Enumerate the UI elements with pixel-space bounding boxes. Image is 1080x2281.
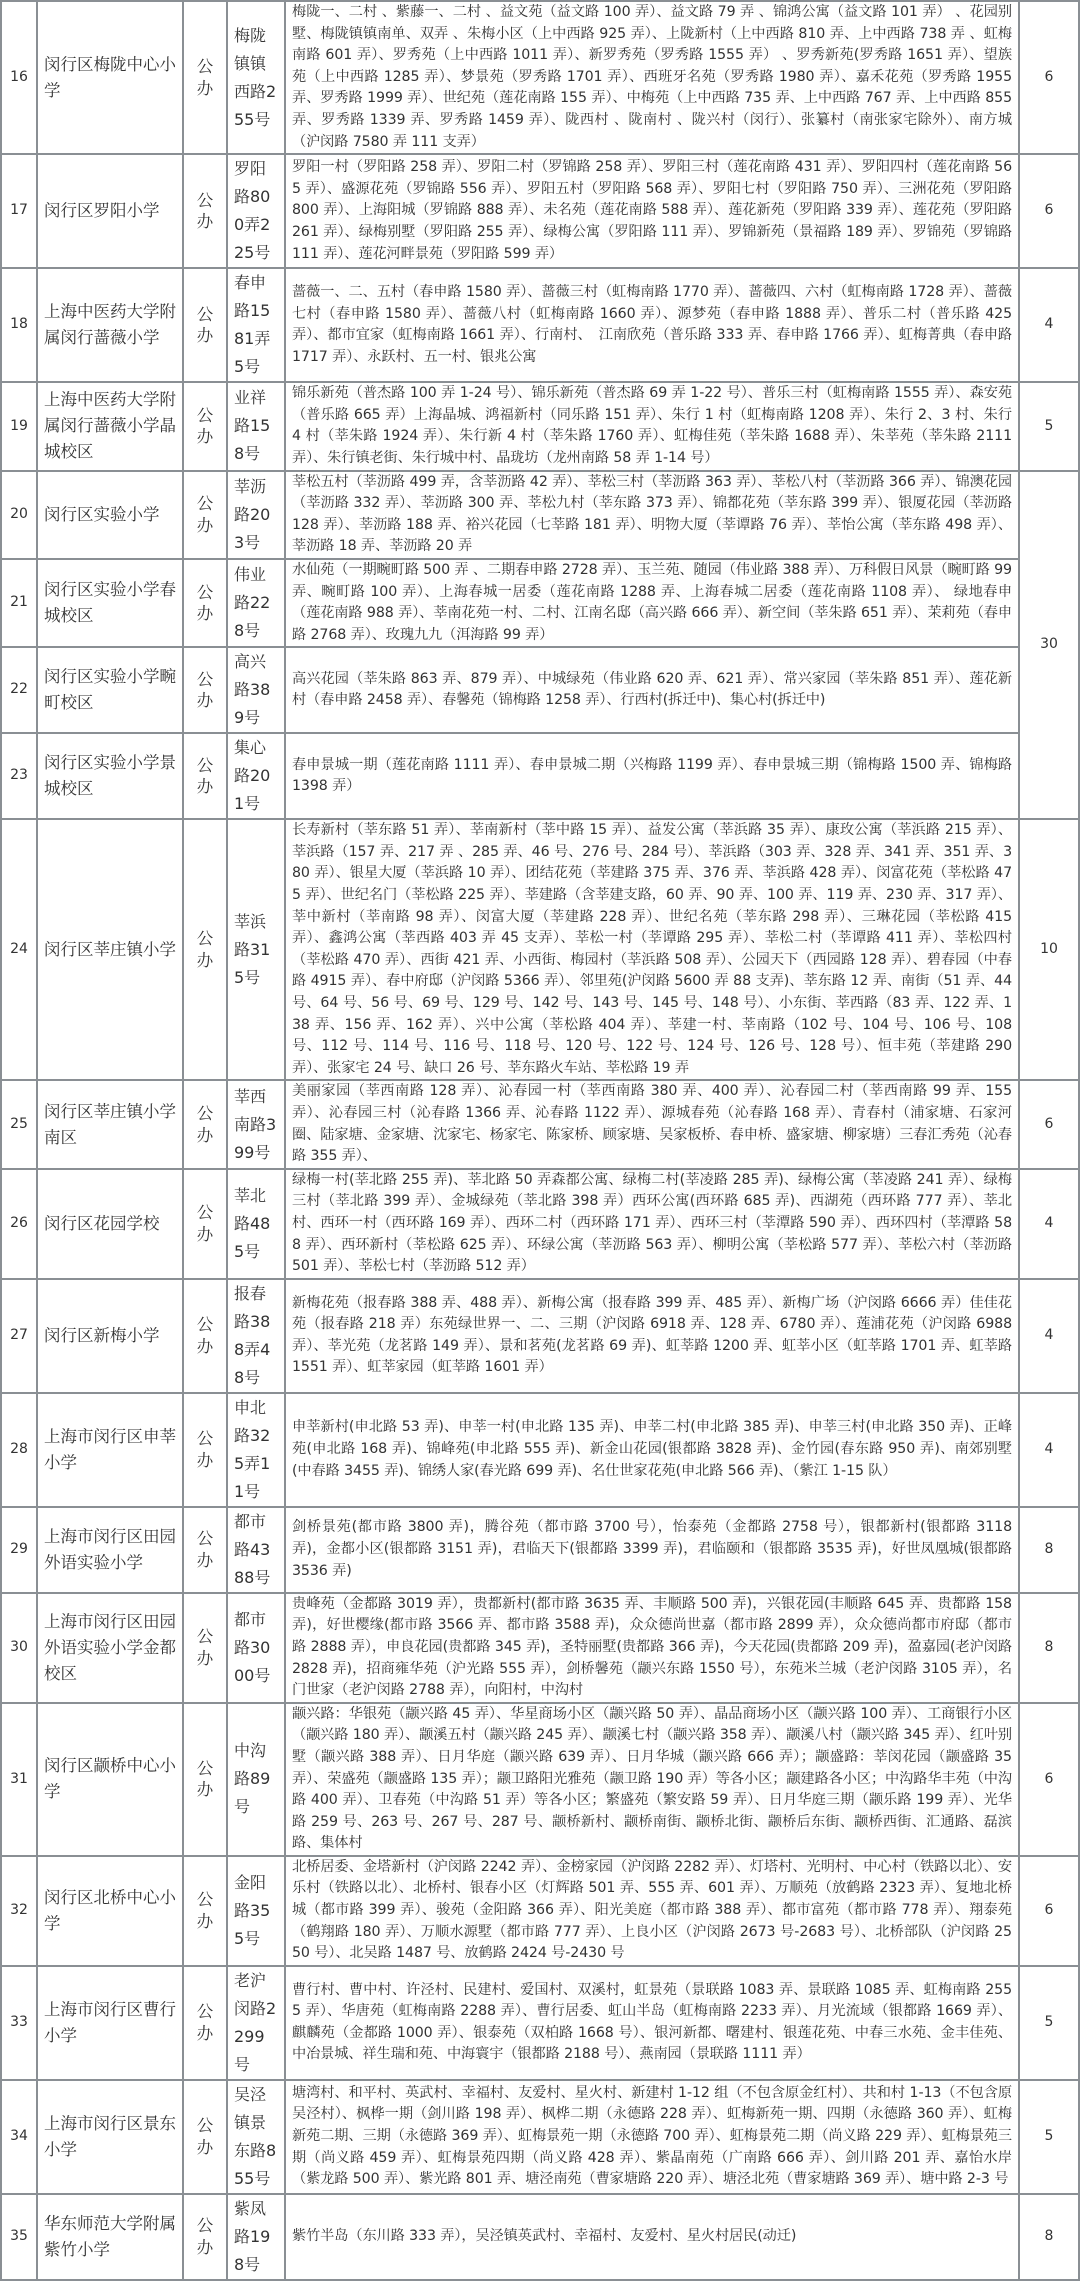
school-address: 都市路3000号 xyxy=(227,1593,285,1703)
table-row xyxy=(1,382,1079,470)
school-address: 伟业路228号 xyxy=(227,559,285,647)
school-type: 公办 xyxy=(183,1279,227,1393)
row-number: 22 xyxy=(1,647,37,733)
enrollment-areas: 曹行村、曹中村、许泾村、民建村、爱国村、双溪村，虹景苑（景联路 1083 弄、景联路 1085 弄、虹梅南路 2555 弄）、华唐苑（虹梅南路 2288 弄）、曹行居委、虹山半岛（虹梅南路 2233 弄）、月光流域（银都路 1669 弄）、麒麟苑（金都路 1000 弄）、银泰苑（双柏路 1668 号）、银河新都、曙建村、银莲花苑、中春三水苑、金丰佳苑、中冶景城、祥生瑞和苑、中海寰宇（银都路 2188 号）、燕南园（景联路 1111 弄） xyxy=(285,1966,1019,2080)
school-name: 闵行区实验小学春城校区 xyxy=(37,559,183,647)
school-type: 公办 xyxy=(183,1169,227,1279)
table-row xyxy=(1,2194,1079,2280)
enrollment-areas: 锦乐新苑（普杰路 100 弄 1-24 号）、锦乐新苑（普杰路 69 弄 1-22 号）、普乐三村（虹梅南路 1555 弄）、森安苑（普乐路 665 弄）上海晶城、鸿福新村（同乐路 151 弄）、朱行 1 村（虹梅南路 1208 弄）、朱行 2、3 村、朱行 4 村（莘朱路 1924 弄）、朱行新 4 村（莘朱路 1760 弄）、虹梅佳苑（莘朱路 1688 弄）、朱莘苑（莘朱路 2111 弄）、朱行镇老街、朱行城中村、晶珑坊（龙州南路 58 弄 1-14 号） xyxy=(285,382,1019,470)
row-number: 28 xyxy=(1,1393,37,1507)
school-name: 闵行区北桥中心小学 xyxy=(37,1856,183,1966)
class-count: 8 xyxy=(1019,1593,1079,1703)
table-row xyxy=(1,1856,1079,1966)
school-address: 莘浜路315号 xyxy=(227,819,285,1080)
enrollment-areas: 申莘新村(申北路 53 弄)、申莘一村(申北路 135 弄)、申莘二村(申北路 385 弄)、申莘三村(申北路 350 弄)、正峰苑(申北路 168 弄)、锦峰苑(申北路 555 弄)、新金山花园(银都路 3828 弄)、金竹园(春东路 950 弄)、南郊别墅(中春路 3455 弄)、锦绣人家(春光路 699 弄)、名仕世家花苑(申北路 566 弄)、（紫江 1-15 队） xyxy=(285,1393,1019,1507)
school-address: 紫凤路198号 xyxy=(227,2194,285,2280)
row-number: 33 xyxy=(1,1966,37,2080)
school-address: 莘沥路203号 xyxy=(227,471,285,559)
class-count: 5 xyxy=(1019,2080,1079,2194)
table-row xyxy=(1,559,1079,647)
enrollment-areas: 北桥居委、金塔新村（沪闵路 2242 弄）、金榜家园（沪闵路 2282 弄）、灯塔村、光明村、中心村（铁路以北）、安乐村（铁路以北）、北桥村、银春小区（灯辉路 501 弄、555 弄、601 弄）、万顺苑（放鹤路 2323 弄）、复地北桥城（都市路 399 弄）、骏苑（金阳路 366 弄）、阳光美庭（都市路 388 弄）、都市富苑（都市路 778 弄）、翔泰苑（鹤翔路 180 弄）、万顺水源墅（都市路 777 弄）、上良小区（沪闵路 2673 号-2683 号）、北桥部队（沪闵路 2550 号）、北吴路 1487 号、放鹤路 2424 号-2430 号 xyxy=(285,1856,1019,1966)
school-address: 业祥路158号 xyxy=(227,382,285,470)
school-name: 闵行区花园学校 xyxy=(37,1169,183,1279)
table-row xyxy=(1,647,1079,733)
school-type: 公办 xyxy=(183,559,227,647)
class-count: 6 xyxy=(1019,1703,1079,1856)
table-row xyxy=(1,2080,1079,2194)
table-row xyxy=(1,733,1079,819)
table-row xyxy=(1,1703,1079,1856)
school-address: 申北路325弄11号 xyxy=(227,1393,285,1507)
school-type: 公办 xyxy=(183,1593,227,1703)
school-type: 公办 xyxy=(183,1,227,154)
enrollment-areas: 水仙苑（一期畹町路 500 弄 、二期春申路 2728 弄）、玉兰苑、随园（伟业路 388 弄）、万科假日风景（畹町路 99 弄、畹町路 100 弄）、上海春城一居委（莲花南路 1288 弄、上海春城二居委（莲花南路 1108 弄）、 绿地春申（莲花南路 988 弄）、莘南花苑一村、二村、江南名邸（高兴路 666 弄）、新空间（莘朱路 651 弄）、茉莉苑（春申路 2768 弄）、玫瑰九九（洱海路 99 弄） xyxy=(285,559,1019,647)
enrollment-areas: 绿梅一村(莘北路 255 弄)、莘北路 50 弄森都公寓、绿梅二村(莘凌路 285 弄)、绿梅公寓（莘凌路 241 弄）、绿梅三村（莘北路 399 弄）、金城绿苑（莘北路 398 弄）西环公寓(西环路 685 弄)、西湖苑（西环路 777 弄）、莘北村、西环一村（西环路 169 弄）、西环二村（西环路 171 弄）、西环三村（莘潭路 590 弄）、西环四村（莘潭路 588 弄）、西环新村（莘松路 625 弄）、环绿公寓（莘沥路 563 弄）、柳明公寓（莘松路 577 弄）、莘松六村（莘沥路 501 弄）、莘松七村（莘沥路 512 弄） xyxy=(285,1169,1019,1279)
row-number: 16 xyxy=(1,1,37,154)
row-number: 17 xyxy=(1,154,37,268)
school-address: 高兴路389号 xyxy=(227,647,285,733)
school-type: 公办 xyxy=(183,382,227,470)
school-address: 集心路201号 xyxy=(227,733,285,819)
school-name: 华东师范大学附属紫竹小学 xyxy=(37,2194,183,2280)
table-row xyxy=(1,1169,1079,1279)
enrollment-areas: 梅陇一、二村 、紫藤一、二村 、益文苑（益文路 100 弄）、益文路 79 弄 、锦鸿公寓（益文路 101 弄） 、花园别墅、梅陇镇镇南单、双弄 、朱梅小区（上中西路 925 弄）、上陇新村（上中西路 810 弄、上中西路 738 弄 、虹梅南路 601 弄）、罗秀苑（上中西路 1011 弄）、新罗秀苑（罗秀路 1555 弄） 、罗秀新苑(罗秀路 1651 弄）、望族苑（上中西路 1285 弄）、梦景苑（罗秀路 1701 弄）、西班牙名苑（罗秀路 1980 弄）、嘉禾花苑（罗秀路 1955 弄、罗秀路 1999 弄）、世纪苑（莲花南路 155 弄）、中梅苑（上中西路 735 弄、上中西路 767 弄、上中西路 855 弄、罗秀路 1339 弄、罗秀路 1459 弄）、陇西村 、陇南村 、陇兴村（闵行）、张纂村（南张家宅除外）、南方城（沪闵路 7580 弄 111 支弄） xyxy=(285,1,1019,154)
school-name: 上海市闵行区景东小学 xyxy=(37,2080,183,2194)
table-row xyxy=(1,154,1079,268)
row-number: 23 xyxy=(1,733,37,819)
enrollment-areas: 长寿新村（莘东路 51 弄）、莘南新村（莘中路 15 弄）、益发公寓（莘浜路 35 弄）、康玫公寓（莘浜路 215 弄）、莘浜路（157 弄、217 弄 、285 弄、46 号、276 号、284 号）、莘浜路（303 弄、328 弄、341 弄、351 弄、380 弄）、银星大厦（莘浜路 10 弄）、团结花苑（莘建路 375 弄、376 弄、莘浜路 428 弄）、闵富花苑（莘松路 475 弄）、世纪名门（莘松路 225 弄）、莘建路（含莘建支路，60 弄、90 弄、100 弄、119 弄、230 弄、317 弄）、莘中新村（莘南路 98 弄）、闵富大厦（莘建路 228 弄）、世纪名苑（莘东路 298 弄）、三琳花园（莘松路 415 弄）、鑫鸿公寓（莘西路 403 弄 45 支弄）、莘松一村（莘谭路 295 弄）、莘松二村（莘谭路 411 弄）、莘松四村（莘松路 470 弄）、西街 421 弄、小西街、梅园村（莘浜路 508 弄）、公园天下（西园路 128 弄）、碧春园（中春路 4915 弄）、春中府邸（沪闵路 5366 弄）、邻里苑(沪闵路 5600 弄 88 支弄)、莘东路 12 弄、南街（51 弄、44 号、64 号、56 号、69 号、129 号、142 号、143 号、145 号、148 号）、小东街、莘西路（83 弄、122 弄、138 弄、156 弄、162 弄）、兴中公寓（莘松路 404 弄）、莘建一村、莘南路（102 号、104 号、106 号、108 号、112 号、114 号、116 号、118 号、120 号、122 号、124 号、126 号、128 号）、恒丰苑（莘建路 290 弄）、张家宅 24 号、缺口 26 号、莘东路火车站、莘松路 19 弄 xyxy=(285,819,1019,1080)
class-count: 8 xyxy=(1019,1507,1079,1593)
school-name: 闵行区实验小学 xyxy=(37,471,183,559)
school-address: 报春路388弄48号 xyxy=(227,1279,285,1393)
school-type: 公办 xyxy=(183,1856,227,1966)
school-type: 公办 xyxy=(183,2194,227,2280)
school-address: 老沪闵路2299号 xyxy=(227,1966,285,2080)
row-number: 19 xyxy=(1,382,37,470)
school-type: 公办 xyxy=(183,2080,227,2194)
row-number: 32 xyxy=(1,1856,37,1966)
school-name: 闵行区颛桥中心小学 xyxy=(37,1703,183,1856)
row-number: 34 xyxy=(1,2080,37,2194)
school-address: 莘西南路399号 xyxy=(227,1080,285,1168)
school-address: 莘北路485号 xyxy=(227,1169,285,1279)
school-type: 公办 xyxy=(183,471,227,559)
enrollment-areas: 新梅花苑（报春路 388 弄、488 弄）、新梅公寓（报春路 399 弄、485 弄）、新梅广场（沪闵路 6666 弄）佳佳花苑（报春路 218 弄）东苑绿世界一、二、三期（沪闵路 6918 弄、128 弄、6780 弄）、莲浦花苑（沪闵路 6988 弄）、莘光苑（龙茗路 149 弄）、景和茗苑(龙茗路 69 弄)、虹莘路 1200 弄、虹莘小区（虹莘路 1701 弄、虹莘路 1551 弄）、虹莘家园（虹莘路 1601 弄） xyxy=(285,1279,1019,1393)
table-row xyxy=(1,268,1079,382)
table-row xyxy=(1,471,1079,559)
class-count: 6 xyxy=(1019,1080,1079,1168)
table-row xyxy=(1,1966,1079,2080)
school-address: 春申路1581弄5号 xyxy=(227,268,285,382)
school-type: 公办 xyxy=(183,1966,227,2080)
school-address: 金阳路355号 xyxy=(227,1856,285,1966)
enrollment-areas: 塘湾村、和平村、英武村、幸福村、友爱村、星火村、新建村 1-12 组（不包含原金红村）、共和村 1-13（不包含原吴泾村）、枫桦一期（剑川路 198 弄）、枫桦二期（永德路 228 弄）、虹梅新苑一期、四期（永德路 360 弄）、虹梅新苑二期、三期（永德路 369 弄）、虹梅景苑一期（永德路 700 弄）、虹梅景苑二期（尚义路 229 弄）、虹梅景苑三期（尚义路 459 弄）、虹梅景苑四期（尚义路 428 弄）、紫晶南苑（广南路 666 弄）、剑川路 201 弄、嘉怡水岸（紫龙路 500 弄）、紫光路 801 弄、塘泾南苑（曹家塘路 220 弄）、塘泾北苑（曹家塘路 369 弄）、塘中路 2-3 号 xyxy=(285,2080,1019,2194)
school-name: 闵行区实验小学景城校区 xyxy=(37,733,183,819)
row-number: 31 xyxy=(1,1703,37,1856)
school-name: 上海中医药大学附属闵行蔷薇小学 xyxy=(37,268,183,382)
school-type: 公办 xyxy=(183,819,227,1080)
school-type: 公办 xyxy=(183,268,227,382)
class-count: 4 xyxy=(1019,268,1079,382)
school-name: 闵行区新梅小学 xyxy=(37,1279,183,1393)
class-count: 4 xyxy=(1019,1279,1079,1393)
school-address: 吴泾镇景东路855号 xyxy=(227,2080,285,2194)
table-row xyxy=(1,1,1079,154)
row-number: 21 xyxy=(1,559,37,647)
table-row xyxy=(1,819,1079,1080)
enrollment-areas: 高兴花园（莘朱路 863 弄、879 弄）、中城绿苑（伟业路 620 弄、621 弄）、常兴家园（莘朱路 851 弄）、莲花新村（春申路 2458 弄）、春馨苑（锦梅路 1258 弄）、行西村(拆迁中)、集心村(拆迁中) xyxy=(285,647,1019,733)
school-name: 上海市闵行区申莘小学 xyxy=(37,1393,183,1507)
enrollment-areas: 蔷薇一、二、五村（春申路 1580 弄）、蔷薇三村（虹梅南路 1770 弄）、蔷薇四、六村（虹梅南路 1728 弄）、蔷薇七村（春申路 1580 弄）、蔷薇八村（虹梅南路 1660 弄）、源梦苑（春申路 1888 弄）、普乐二村（普乐路 425 弄）、都市宜家（虹梅南路 1661 弄）、行南村、 江南欣苑（普乐路 333 弄、春申路 1766 弄）、虹梅菁典（春申路 1717 弄）、永跃村、五一村、银兆公寓 xyxy=(285,268,1019,382)
class-count: 4 xyxy=(1019,1169,1079,1279)
school-address: 梅陇镇镇西路255号 xyxy=(227,1,285,154)
table-row xyxy=(1,1279,1079,1393)
enrollment-areas: 紫竹半岛（东川路 333 弄），吴泾镇英武村、幸福村、友爱村、星火村居民(动迁) xyxy=(285,2194,1019,2280)
school-address: 中沟路89号 xyxy=(227,1703,285,1856)
school-name: 上海中医药大学附属闵行蔷薇小学晶城校区 xyxy=(37,382,183,470)
school-name: 闵行区莘庄镇小学南区 xyxy=(37,1080,183,1168)
school-type: 公办 xyxy=(183,154,227,268)
row-number: 18 xyxy=(1,268,37,382)
school-type: 公办 xyxy=(183,1703,227,1856)
enrollment-areas: 罗阳一村（罗阳路 258 弄）、罗阳二村（罗锦路 258 弄）、罗阳三村（莲花南路 431 弄）、罗阳四村（莲花南路 565 弄）、盛源花苑（罗锦路 556 弄）、罗阳五村（罗阳路 568 弄）、罗阳七村（罗阳路 750 弄）、三洲花苑（罗阳路 800 弄）、上海阳城（罗锦路 888 弄）、未名苑（莲花南路 588 弄）、莲花新苑（罗阳路 339 弄）、莲花苑（罗阳路 261 弄）、绿梅别墅（罗阳路 255 弄）、绿梅公寓（罗阳路 111 弄）、罗锦新苑（景福路 189 弄）、罗锦苑（罗锦路 111 弄）、莲花河畔景苑（罗阳路 599 弄） xyxy=(285,154,1019,268)
school-name: 闵行区莘庄镇小学 xyxy=(37,819,183,1080)
school-type: 公办 xyxy=(183,733,227,819)
enrollment-areas: 美丽家园（莘西南路 128 弄）、沁春园一村（莘西南路 380 弄、400 弄）、沁春园二村（莘西南路 99 弄、155 弄）、沁春园三村（沁春路 1366 弄、沁春路 1122 弄）、源城春苑（沁春路 168 弄）、青春村（浦家塘、石家河圈、陆家塘、金家塘、沈家宅、杨家宅、陈家桥、顾家塘、吴家板桥、春申桥、盛家塘、柳家塘）三春汇秀苑（沁春路 355 弄）、 xyxy=(285,1080,1019,1168)
class-count: 5 xyxy=(1019,382,1079,470)
enrollment-areas: 颛兴路：华银苑（颛兴路 45 弄）、华星商场小区（颛兴路 50 弄）、晶品商场小区（颛兴路 100 弄）、工商银行小区（颛兴路 180 弄）、颛溪五村（颛兴路 245 弄）、颛溪七村（颛兴路 358 弄）、颛溪八村（颛兴路 345 弄）、红叶别墅（颛兴路 388 弄）、日月华庭（颛兴路 639 弄）、日月华城（颛兴路 666 弄）；颛盛路：莘闵花园（颛盛路 35 弄）、荣盛苑（颛盛路 135 弄）；颛卫路阳光雅苑（颛卫路 190 弄）等各小区；颛建路各小区；中沟路华丰苑（中沟路 400 弄）、卫春苑（中沟路 51 弄）等各小区；繁盛苑（繁安路 59 弄）、日月华庭三期（颛乐路 199 弄）、光华路 259 号、263 号、267 号、287 号、颛桥新村、颛桥南街、颛桥北街、颛桥后东街、颛桥西街、汇通路、磊滨路、集体村 xyxy=(285,1703,1019,1856)
school-name: 闵行区梅陇中心小学 xyxy=(37,1,183,154)
school-name: 上海市闵行区田园外语实验小学 xyxy=(37,1507,183,1593)
class-count: 4 xyxy=(1019,1393,1079,1507)
row-number: 35 xyxy=(1,2194,37,2280)
table-row xyxy=(1,1507,1079,1593)
class-count: 6 xyxy=(1019,1856,1079,1966)
class-count: 30 xyxy=(1019,471,1079,820)
table-row xyxy=(1,1393,1079,1507)
school-address: 罗阳路800弄225号 xyxy=(227,154,285,268)
enrollment-areas: 莘松五村（莘沥路 499 弄，含莘沥路 42 弄）、莘松三村（莘沥路 363 弄）、莘松八村（莘沥路 366 弄）、锦澳花园（莘沥路 332 弄）、莘沥路 300 弄、莘松九村（莘东路 373 弄）、锦都花苑（莘东路 399 弄）、银厦花园（莘沥路 128 弄）、莘沥路 188 弄、裕兴花园（七莘路 181 弄）、明物大厦（莘谭路 76 弄）、莘怡公寓（莘东路 498 弄）、莘沥路 18 弄、莘沥路 20 弄 xyxy=(285,471,1019,559)
class-count: 5 xyxy=(1019,1966,1079,2080)
row-number: 29 xyxy=(1,1507,37,1593)
school-type: 公办 xyxy=(183,1393,227,1507)
table-row xyxy=(1,1593,1079,1703)
class-count: 6 xyxy=(1019,154,1079,268)
row-number: 27 xyxy=(1,1279,37,1393)
school-address: 都市路4388号 xyxy=(227,1507,285,1593)
table-body xyxy=(1,1,1079,2280)
row-number: 26 xyxy=(1,1169,37,1279)
enrollment-areas: 剑桥景苑(都市路 3800 弄)，腾谷苑（都市路 3700 号），怡泰苑（金都路 2758 号），银都新村(银都路 3118 弄)，金都小区(银都路 3151 弄)，君临天下(银都路 3399 弄)，君临颐和（银都路 3535 弄)，好世凤凰城(银都路 3536 弄) xyxy=(285,1507,1019,1593)
row-number: 30 xyxy=(1,1593,37,1703)
row-number: 25 xyxy=(1,1080,37,1168)
table-row xyxy=(1,1080,1079,1168)
row-number: 20 xyxy=(1,471,37,559)
school-type: 公办 xyxy=(183,1080,227,1168)
class-count: 6 xyxy=(1019,1,1079,154)
enrollment-areas: 春申景城一期（莲花南路 1111 弄）、春申景城二期（兴梅路 1199 弄）、春申景城三期（锦梅路 1500 弄、锦梅路 1398 弄） xyxy=(285,733,1019,819)
school-name: 上海市闵行区曹行小学 xyxy=(37,1966,183,2080)
row-number: 24 xyxy=(1,819,37,1080)
school-name: 闵行区实验小学畹町校区 xyxy=(37,647,183,733)
school-name: 闵行区罗阳小学 xyxy=(37,154,183,268)
school-type: 公办 xyxy=(183,647,227,733)
school-type: 公办 xyxy=(183,1507,227,1593)
school-name: 上海市闵行区田园外语实验小学金都校区 xyxy=(37,1593,183,1703)
class-count: 8 xyxy=(1019,2194,1079,2280)
enrollment-areas: 贵峰苑（金都路 3019 弄），贵都新村(都市路 3635 弄、丰顺路 500 弄)，兴银花园(丰顺路 645 弄、贵都路 158 弄)，好世樱缘(都市路 3566 弄、都市路 3588 弄)，众众德尚世嘉（都市路 2899 弄），众众德尚都市府邸（都市路 2888 弄），申良花园(贵都路 345 弄)，圣特丽墅(贵都路 366 弄)，今天花园(贵都路 209 弄)，盈嘉园(老沪闵路 2828 弄)，招商雍华苑（沪光路 555 弄），剑桥馨苑（颛兴东路 1550 号），东苑米兰城（老沪闵路 3105 弄），名门世家（老沪闵路 2788 弄），向阳村，中沟村 xyxy=(285,1593,1019,1703)
class-count: 10 xyxy=(1019,819,1079,1080)
